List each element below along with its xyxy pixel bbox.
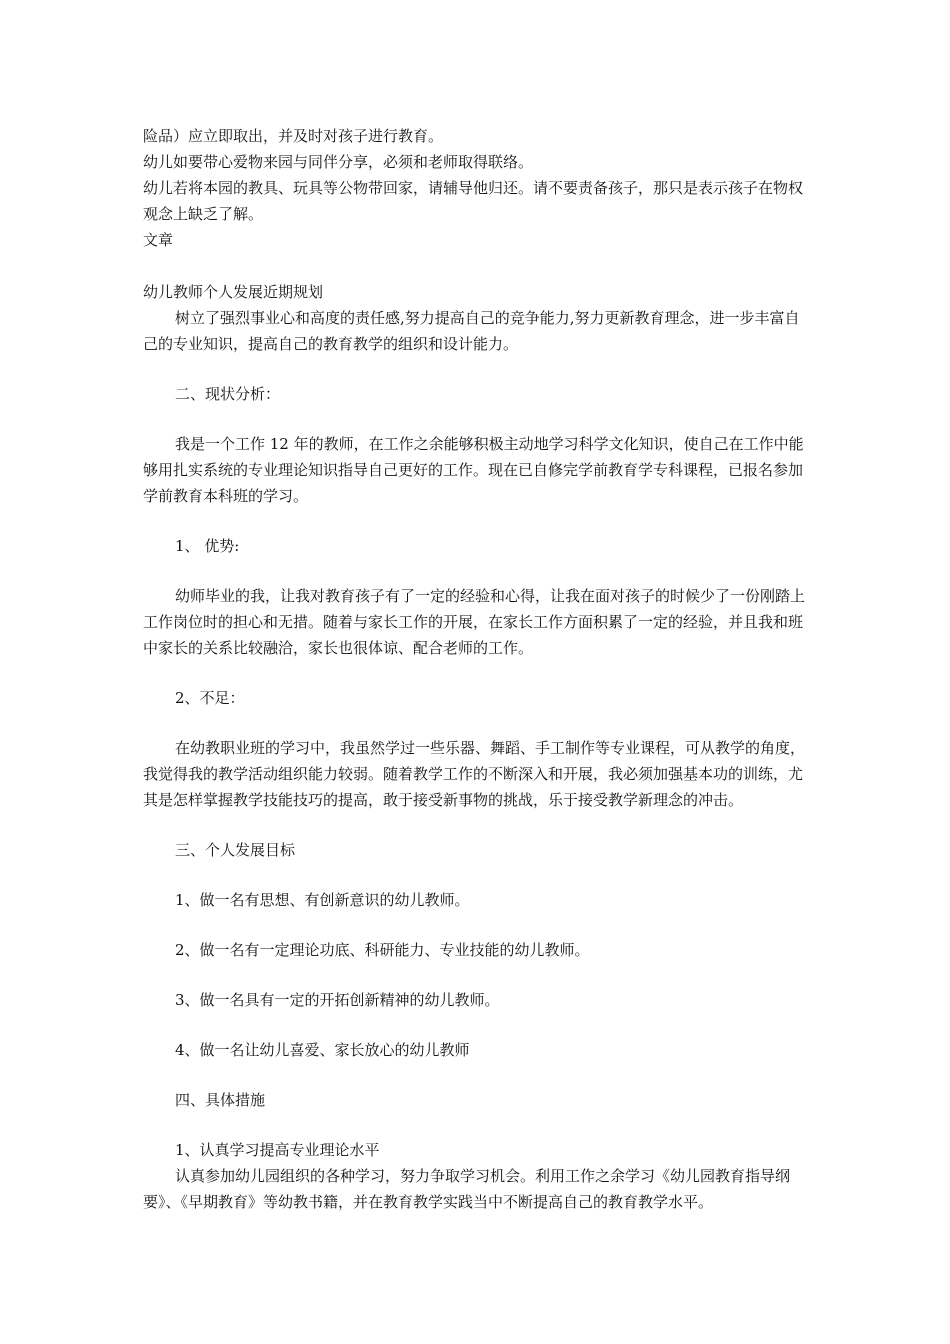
document-body bbox=[143, 123, 808, 1215]
document-title: 幼儿教师个人发展近期规划 bbox=[143, 283, 324, 301]
section-heading: 三、个人发展目标 bbox=[175, 841, 296, 859]
goal-item: 3、做一名具有一定的开拓创新精神的幼儿教师。 bbox=[175, 991, 500, 1009]
paragraph: 在幼教职业班的学习中，我虽然学过一些乐器、舞蹈、手工制作等专业课程，可从教学的角度，我觉得我的教学活动组织能力较弱。随着教学工作的不断深入和开展，我必须加强基本功的训练，尤其是怎样掌握教学技能技巧的提高，敢于接受新事物的挑战，乐于接受教学新理念的冲击。 bbox=[143, 739, 806, 809]
section-heading: 二、现状分析： bbox=[175, 385, 281, 403]
paragraph: 幼师毕业的我，让我对教育孩子有了一定的经验和心得，让我在面对孩子的时候少了一份刚踏上工作岗位时的担心和无措。随着与家长工作的开展，在家长工作方面积累了一定的经验，并且我和班中家长的关系比较融洽，家长也很体谅、配合老师的工作。 bbox=[143, 587, 806, 657]
paragraph: 认真参加幼儿园组织的各种学习，努力争取学习机会。利用工作之余学习《幼儿园教育指导纲要》、《早期教育》等幼教书籍，并在教育教学实践当中不断提高自己的教育教学水平。 bbox=[143, 1167, 791, 1211]
subsection-heading: 1、认真学习提高专业理论水平 bbox=[175, 1141, 380, 1159]
subsection-heading: 2、不足： bbox=[175, 689, 245, 707]
text-line: 幼儿若将本园的教具、玩具等公物带回家，请辅导他归还。请不要责备孩子，那只是表示孩子在物权观念上缺乏了解。 bbox=[143, 179, 804, 223]
text-line: 文章 bbox=[143, 231, 174, 249]
goal-item: 2、做一名有一定理论功底、科研能力、专业技能的幼儿教师。 bbox=[175, 941, 590, 959]
text-line: 险品）应立即取出，并及时对孩子进行教育。 bbox=[143, 127, 444, 145]
paragraph: 树立了强烈事业心和高度的责任感,努力提高自己的竞争能力,努力更新教育理念，进一步丰富自己的专业知识，提高自己的教育教学的组织和设计能力。 bbox=[143, 309, 800, 353]
text-line: 幼儿如要带心爱物来园与同伴分享，必须和老师取得联络。 bbox=[143, 153, 534, 171]
section-heading: 四、具体措施 bbox=[175, 1091, 266, 1109]
subsection-heading: 1、 优势: bbox=[175, 537, 240, 555]
goal-item: 1、做一名有思想、有创新意识的幼儿教师。 bbox=[175, 891, 470, 909]
paragraph: 我是一个工作 12 年的教师，在工作之余能够积极主动地学习科学文化知识，使自己在工作中能够用扎实系统的专业理论知识指导自己更好的工作。现在已自修完学前教育学专科课程，已报名参加学前教育本科班的学习。 bbox=[143, 435, 804, 505]
goal-item: 4、做一名让幼儿喜爱、家长放心的幼儿教师 bbox=[175, 1041, 470, 1059]
